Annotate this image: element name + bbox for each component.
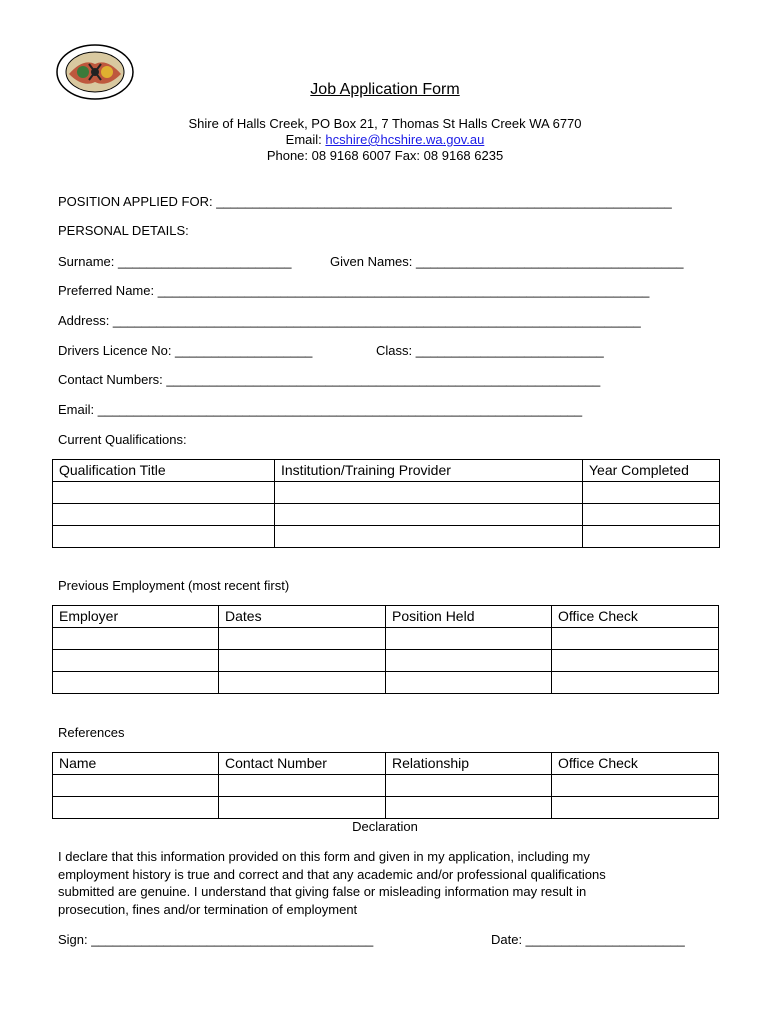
- col-name: Name: [53, 753, 219, 775]
- table-cell[interactable]: [53, 628, 219, 650]
- email-line: [0, 132, 770, 147]
- table-cell[interactable]: [552, 650, 719, 672]
- declaration-heading: Declaration: [352, 819, 418, 834]
- col-position-held: Position Held: [386, 606, 552, 628]
- col-institution: Institution/Training Provider: [275, 460, 583, 482]
- table-cell[interactable]: [583, 504, 720, 526]
- col-office-check: Office Check: [552, 606, 719, 628]
- col-office-check: Office Check: [552, 753, 719, 775]
- table-cell[interactable]: [552, 775, 719, 797]
- col-year-completed: Year Completed: [583, 460, 720, 482]
- preferred-name-field[interactable]: Preferred Name: ____________________________________________________________________: [58, 283, 650, 298]
- table-row: [53, 482, 720, 504]
- qualifications-table: [52, 459, 720, 548]
- shire-address: Shire of Halls Creek, PO Box 21, 7 Thomas St Halls Creek WA 6770: [188, 116, 582, 131]
- employment-table: [52, 605, 719, 694]
- references-heading: References: [58, 725, 125, 740]
- table-row: [53, 797, 719, 819]
- declaration-line: prosecution, fines and/or termination of employment: [58, 901, 358, 917]
- table-cell[interactable]: [386, 797, 552, 819]
- table-cell[interactable]: [53, 672, 219, 694]
- table-cell[interactable]: [552, 672, 719, 694]
- table-cell[interactable]: [53, 797, 219, 819]
- table-cell[interactable]: [386, 672, 552, 694]
- table-cell[interactable]: [219, 775, 386, 797]
- table-cell[interactable]: [275, 504, 583, 526]
- email-label: Email:: [285, 132, 326, 147]
- position-applied-field[interactable]: POSITION APPLIED FOR: _______________________________________________________________: [58, 194, 672, 209]
- drivers-licence-field[interactable]: Drivers Licence No: ___________________: [58, 343, 313, 358]
- table-cell[interactable]: [275, 526, 583, 548]
- declaration-line: I declare that this information provided on this form and given in my application, including my: [58, 849, 590, 864]
- table-cell[interactable]: [275, 482, 583, 504]
- phone-fax-line: Phone: 08 9168 6007 Fax: 08 9168 6235: [266, 148, 504, 163]
- table-cell[interactable]: [53, 482, 275, 504]
- table-cell[interactable]: [219, 650, 386, 672]
- signature-field[interactable]: Sign: _______________________________________: [58, 932, 374, 947]
- surname-field[interactable]: Surname: ________________________: [58, 254, 292, 269]
- table-cell[interactable]: [219, 672, 386, 694]
- table-cell[interactable]: [583, 482, 720, 504]
- references-table: [52, 752, 719, 819]
- table-row: [53, 672, 719, 694]
- table-header-row: [53, 753, 719, 775]
- table-cell[interactable]: [219, 628, 386, 650]
- table-cell[interactable]: [386, 775, 552, 797]
- table-row: [53, 526, 720, 548]
- table-cell[interactable]: [53, 526, 275, 548]
- table-header-row: [53, 606, 719, 628]
- col-qualification-title: Qualification Title: [53, 460, 275, 482]
- employment-heading: Previous Employment (most recent first): [58, 578, 290, 593]
- table-cell[interactable]: [53, 504, 275, 526]
- col-employer: Employer: [53, 606, 219, 628]
- col-dates: Dates: [219, 606, 386, 628]
- personal-details-heading: PERSONAL DETAILS:: [58, 223, 189, 238]
- contact-numbers-field[interactable]: Contact Numbers: ____________________________________________________________: [58, 372, 601, 387]
- given-names-field[interactable]: Given Names: _____________________________________: [330, 254, 684, 269]
- table-cell[interactable]: [552, 797, 719, 819]
- table-cell[interactable]: [53, 775, 219, 797]
- table-cell[interactable]: [53, 650, 219, 672]
- col-relationship: Relationship: [386, 753, 552, 775]
- declaration-line: employment history is true and correct and that any academic and/or professional qualifications: [58, 866, 606, 882]
- table-row: [53, 775, 719, 797]
- table-cell[interactable]: [386, 628, 552, 650]
- col-contact-number: Contact Number: [219, 753, 386, 775]
- email-link[interactable]: hcshire@hcshire.wa.gov.au: [325, 132, 485, 147]
- table-row: [53, 504, 720, 526]
- table-cell[interactable]: [552, 628, 719, 650]
- declaration-line: submitted are genuine. I understand that giving false or misleading information may result in: [58, 884, 587, 899]
- date-field[interactable]: Date: ______________________: [491, 932, 685, 947]
- table-cell[interactable]: [583, 526, 720, 548]
- table-cell[interactable]: [219, 797, 386, 819]
- qualifications-heading: Current Qualifications:: [58, 432, 187, 447]
- declaration-text: [58, 848, 688, 918]
- email-field[interactable]: Email: ___________________________________________________________________: [58, 402, 583, 417]
- table-header-row: [53, 460, 720, 482]
- table-row: [53, 650, 719, 672]
- table-cell[interactable]: [386, 650, 552, 672]
- licence-class-field[interactable]: Class: __________________________: [376, 343, 604, 358]
- table-row: [53, 628, 719, 650]
- address-field[interactable]: Address: _________________________________________________________________________: [58, 313, 641, 328]
- form-title: Job Application Form: [310, 81, 460, 98]
